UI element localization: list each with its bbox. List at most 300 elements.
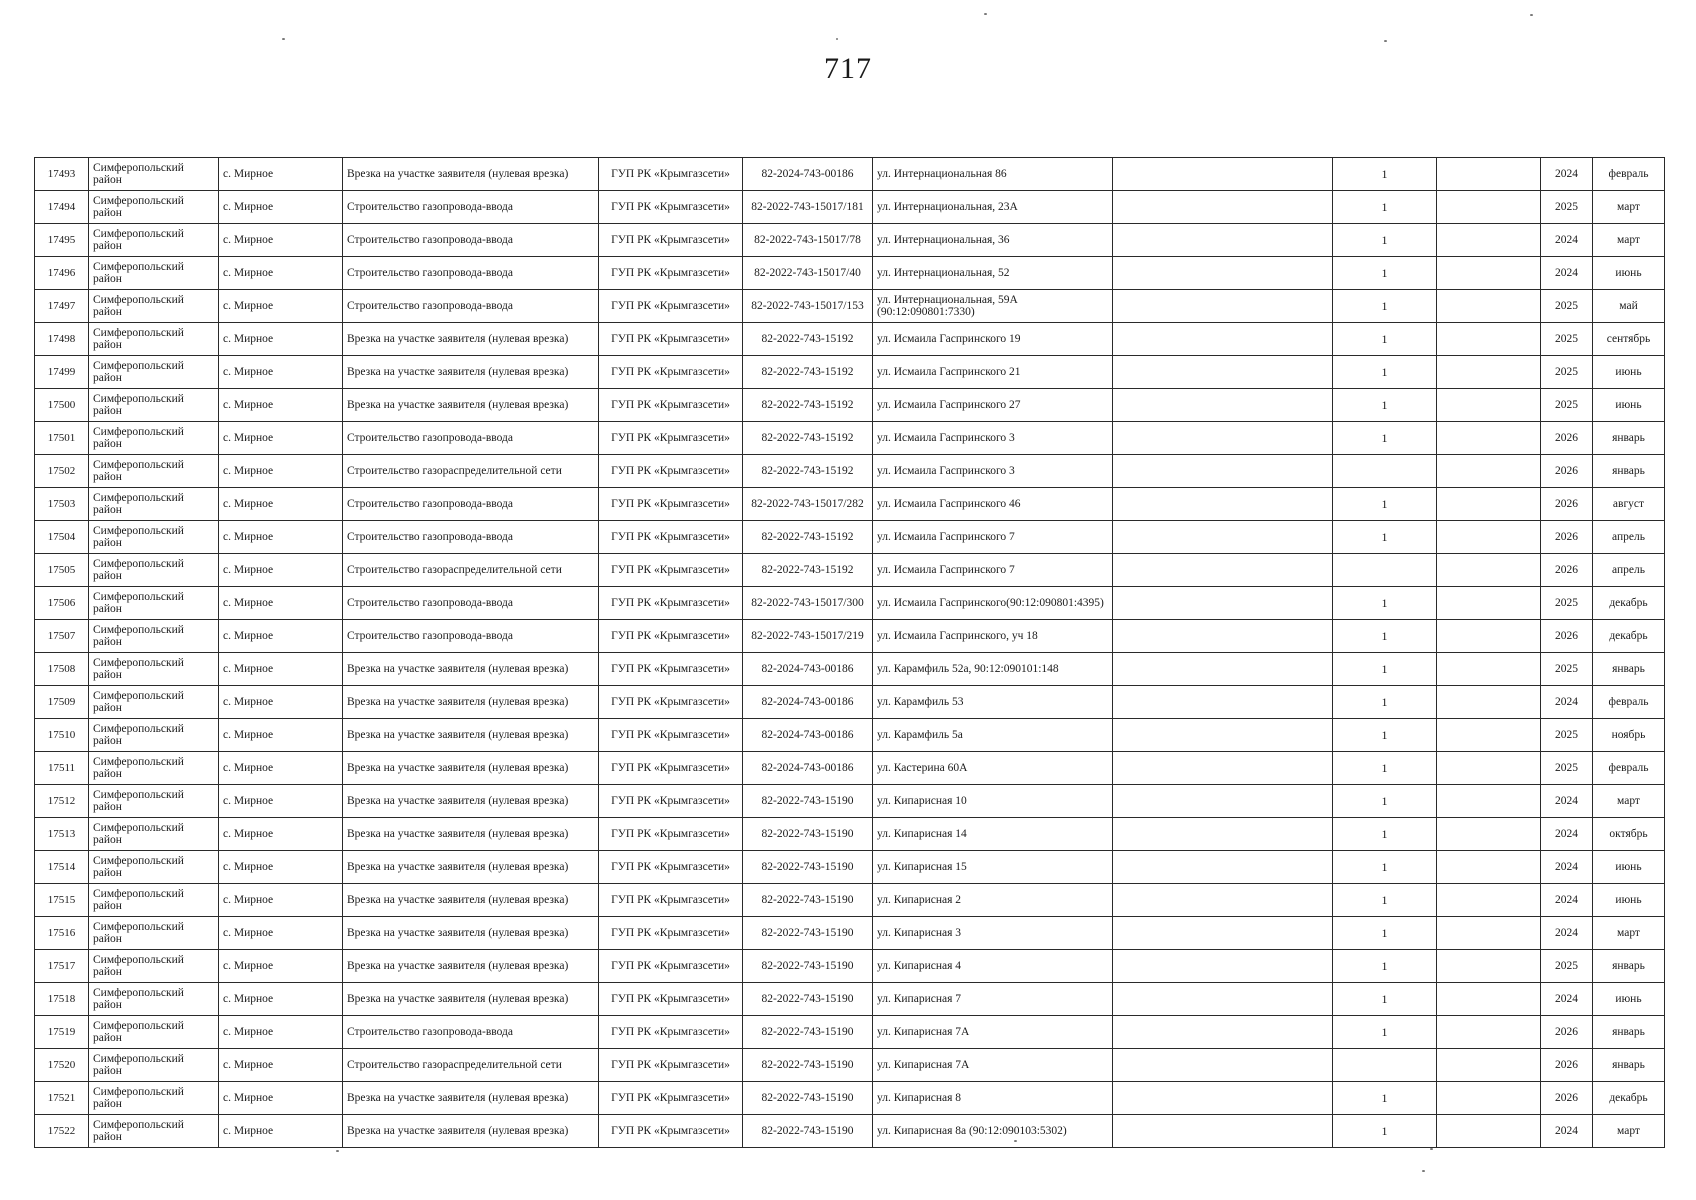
settlement-text: с. Мирное <box>223 959 274 972</box>
row-number <box>35 1082 89 1115</box>
organization-text: ГУП РК «Крымгазсети» <box>611 1124 730 1137</box>
work-type-text: Врезка на участке заявителя (нулевая врезка) <box>347 860 569 873</box>
month-text: август <box>1612 497 1645 510</box>
month-text: февраль <box>1608 761 1649 774</box>
row-number-text: 17521 <box>47 1091 76 1104</box>
row-number-text: 17522 <box>47 1124 76 1137</box>
work-type-text: Строительство газопровода-ввода <box>347 596 513 609</box>
address-text: ул. Карамфиль 53 <box>877 695 964 708</box>
address-cell <box>873 950 1113 983</box>
work-type-cell <box>343 620 599 653</box>
empty-cell <box>1437 1082 1541 1115</box>
spec-code-text: 82-2022-743-15190 <box>761 860 854 873</box>
settlement-cell <box>219 950 343 983</box>
row-number <box>35 587 89 620</box>
district-text: Симферопольский район <box>93 359 184 384</box>
settlement-text: с. Мирное <box>223 926 274 939</box>
empty-cell <box>1437 323 1541 356</box>
row-number <box>35 917 89 950</box>
work-type-text: Строительство газораспределительной сети <box>347 563 562 576</box>
registry-table-body <box>35 158 1665 1148</box>
spec-code-cell <box>743 1082 873 1115</box>
address-cell <box>873 587 1113 620</box>
address-text: ул. Исмаила Гаспринского 7 <box>877 530 1015 543</box>
settlement-text: с. Мирное <box>223 431 274 444</box>
year-text: 2024 <box>1555 827 1578 840</box>
organization-cell <box>599 1115 743 1148</box>
row-number <box>35 323 89 356</box>
quantity-text: 1 <box>1381 199 1388 214</box>
year-cell <box>1541 422 1593 455</box>
spec-code-text: 82-2022-743-15190 <box>761 893 854 906</box>
spec-code-text: 82-2022-743-15190 <box>761 959 854 972</box>
year-cell <box>1541 488 1593 521</box>
table-row <box>35 950 1665 983</box>
table-row <box>35 224 1665 257</box>
district-cell <box>89 455 219 488</box>
address-text: ул. Карамфиль 5а <box>877 728 963 741</box>
year-text: 2026 <box>1555 1091 1578 1104</box>
row-number <box>35 719 89 752</box>
row-number <box>35 653 89 686</box>
organization-cell <box>599 1082 743 1115</box>
month-text: март <box>1617 200 1640 213</box>
spec-code-cell <box>743 818 873 851</box>
district-cell <box>89 752 219 785</box>
work-type-cell <box>343 488 599 521</box>
table-row <box>35 917 1665 950</box>
spec-code-text: 82-2022-743-15190 <box>761 1091 854 1104</box>
organization-cell <box>599 818 743 851</box>
quantity-cell <box>1333 686 1437 719</box>
quantity-cell <box>1333 818 1437 851</box>
table-row <box>35 356 1665 389</box>
spec-code-cell <box>743 653 873 686</box>
work-type-cell <box>343 422 599 455</box>
work-type-cell <box>343 554 599 587</box>
organization-cell <box>599 521 743 554</box>
address-text: ул. Кипарисная 7 <box>877 992 961 1005</box>
spec-code-cell <box>743 719 873 752</box>
page-number: 717 <box>824 52 872 85</box>
year-cell <box>1541 719 1593 752</box>
organization-cell <box>599 455 743 488</box>
organization-cell <box>599 983 743 1016</box>
year-cell <box>1541 224 1593 257</box>
empty-cell <box>1113 521 1333 554</box>
quantity-text: 1 <box>1381 1090 1388 1105</box>
month-cell <box>1593 224 1665 257</box>
spec-code-cell <box>743 752 873 785</box>
spec-code-text: 82-2022-743-15190 <box>761 992 854 1005</box>
quantity-text: 1 <box>1381 364 1388 379</box>
work-type-text: Врезка на участке заявителя (нулевая врезка) <box>347 662 569 675</box>
organization-cell <box>599 1016 743 1049</box>
address-text: ул. Интернациональная, 36 <box>877 233 1010 246</box>
settlement-text: с. Мирное <box>223 827 274 840</box>
year-cell <box>1541 356 1593 389</box>
spec-code-text: 82-2022-743-15192 <box>761 332 854 345</box>
work-type-cell <box>343 1115 599 1148</box>
settlement-text: с. Мирное <box>223 1025 274 1038</box>
month-cell <box>1593 587 1665 620</box>
row-number <box>35 983 89 1016</box>
work-type-cell <box>343 455 599 488</box>
quantity-text: 1 <box>1381 727 1388 742</box>
empty-cell <box>1437 1016 1541 1049</box>
address-cell <box>873 1115 1113 1148</box>
year-cell <box>1541 884 1593 917</box>
district-cell <box>89 884 219 917</box>
year-cell <box>1541 158 1593 191</box>
year-cell <box>1541 323 1593 356</box>
empty-cell <box>1113 356 1333 389</box>
table-row <box>35 191 1665 224</box>
work-type-cell <box>343 521 599 554</box>
row-number-text: 17499 <box>47 365 76 378</box>
district-text: Симферопольский район <box>93 1052 184 1077</box>
year-cell <box>1541 521 1593 554</box>
spec-code-cell <box>743 323 873 356</box>
work-type-text: Врезка на участке заявителя (нулевая врезка) <box>347 728 569 741</box>
scan-speck <box>1530 14 1533 16</box>
year-text: 2025 <box>1555 365 1578 378</box>
organization-text: ГУП РК «Крымгазсети» <box>611 662 730 675</box>
quantity-text: 1 <box>1381 166 1388 181</box>
work-type-cell <box>343 917 599 950</box>
address-cell <box>873 719 1113 752</box>
empty-cell <box>1437 752 1541 785</box>
year-text: 2024 <box>1555 794 1578 807</box>
work-type-text: Врезка на участке заявителя (нулевая врезка) <box>347 827 569 840</box>
empty-cell <box>1437 158 1541 191</box>
quantity-text: 1 <box>1381 826 1388 841</box>
district-text: Симферопольский район <box>93 656 184 681</box>
empty-cell <box>1437 818 1541 851</box>
table-row <box>35 521 1665 554</box>
spec-code-text: 82-2024-743-00186 <box>761 761 854 774</box>
row-number-text: 17511 <box>47 761 76 774</box>
district-cell <box>89 290 219 323</box>
quantity-text: 1 <box>1381 958 1388 973</box>
row-number <box>35 224 89 257</box>
row-number-text: 17494 <box>47 200 76 213</box>
month-text: апрель <box>1612 563 1645 576</box>
district-text: Симферопольский район <box>93 161 184 186</box>
row-number <box>35 950 89 983</box>
settlement-text: с. Мирное <box>223 200 274 213</box>
year-text: 2024 <box>1555 695 1578 708</box>
row-number <box>35 1016 89 1049</box>
spec-code-text: 82-2024-743-00186 <box>761 728 854 741</box>
month-text: январь <box>1612 662 1645 675</box>
spec-code-cell <box>743 521 873 554</box>
year-cell <box>1541 653 1593 686</box>
quantity-cell <box>1333 653 1437 686</box>
year-text: 2026 <box>1555 497 1578 510</box>
empty-cell <box>1113 917 1333 950</box>
empty-cell <box>1437 983 1541 1016</box>
empty-cell <box>1113 455 1333 488</box>
row-number <box>35 554 89 587</box>
empty-cell <box>1437 719 1541 752</box>
row-number <box>35 389 89 422</box>
spec-code-text: 82-2022-743-15192 <box>761 464 854 477</box>
row-number-text: 17505 <box>47 563 76 576</box>
month-text: январь <box>1612 464 1645 477</box>
district-text: Симферопольский район <box>93 293 184 318</box>
spec-code-text: 82-2024-743-00186 <box>761 695 854 708</box>
row-number-text: 17500 <box>47 398 76 411</box>
organization-cell <box>599 323 743 356</box>
address-cell <box>873 521 1113 554</box>
settlement-cell <box>219 1115 343 1148</box>
scan-speck <box>1430 1148 1433 1150</box>
scan-speck <box>336 1150 339 1152</box>
table-row <box>35 389 1665 422</box>
district-cell <box>89 488 219 521</box>
work-type-cell <box>343 356 599 389</box>
quantity-cell <box>1333 554 1437 587</box>
table-row <box>35 818 1665 851</box>
address-text: ул. Кипарисная 10 <box>877 794 967 807</box>
year-cell <box>1541 1016 1593 1049</box>
quantity-text: 1 <box>1381 232 1388 247</box>
address-text: ул. Интернациональная, 23А <box>877 200 1018 213</box>
table-row <box>35 752 1665 785</box>
row-number-text: 17518 <box>47 992 76 1005</box>
empty-cell <box>1113 1016 1333 1049</box>
row-number-text: 17508 <box>47 662 76 675</box>
quantity-cell <box>1333 389 1437 422</box>
district-text: Симферопольский район <box>93 491 184 516</box>
organization-text: ГУП РК «Крымгазсети» <box>611 926 730 939</box>
month-text: март <box>1617 233 1640 246</box>
quantity-cell <box>1333 587 1437 620</box>
empty-cell <box>1113 554 1333 587</box>
address-text: ул. Кипарисная 15 <box>877 860 967 873</box>
organization-cell <box>599 917 743 950</box>
organization-text: ГУП РК «Крымгазсети» <box>611 431 730 444</box>
month-cell <box>1593 950 1665 983</box>
address-text: ул. Исмаила Гаспринского 3 <box>877 431 1015 444</box>
month-text: январь <box>1612 959 1645 972</box>
district-text: Симферопольский район <box>93 689 184 714</box>
month-cell <box>1593 356 1665 389</box>
settlement-text: с. Мирное <box>223 497 274 510</box>
row-number <box>35 686 89 719</box>
empty-cell <box>1437 521 1541 554</box>
row-number-text: 17497 <box>47 299 76 312</box>
district-cell <box>89 950 219 983</box>
year-cell <box>1541 257 1593 290</box>
district-cell <box>89 1115 219 1148</box>
settlement-text: с. Мирное <box>223 563 274 576</box>
work-type-cell <box>343 851 599 884</box>
empty-cell <box>1113 290 1333 323</box>
quantity-text: 1 <box>1381 397 1388 412</box>
quantity-cell <box>1333 1016 1437 1049</box>
address-cell <box>873 158 1113 191</box>
month-cell <box>1593 686 1665 719</box>
year-text: 2024 <box>1555 860 1578 873</box>
district-text: Симферопольский район <box>93 623 184 648</box>
spec-code-cell <box>743 488 873 521</box>
address-text: ул. Исмаила Гаспринского 21 <box>877 365 1021 378</box>
work-type-cell <box>343 257 599 290</box>
spec-code-cell <box>743 851 873 884</box>
month-text: март <box>1617 1124 1640 1137</box>
settlement-cell <box>219 422 343 455</box>
empty-cell <box>1113 752 1333 785</box>
organization-cell <box>599 356 743 389</box>
empty-cell <box>1113 389 1333 422</box>
month-cell <box>1593 851 1665 884</box>
address-text: ул. Кипарисная 7А <box>877 1025 970 1038</box>
year-cell <box>1541 950 1593 983</box>
work-type-text: Строительство газопровода-ввода <box>347 497 513 510</box>
work-type-text: Врезка на участке заявителя (нулевая врезка) <box>347 695 569 708</box>
quantity-text: 1 <box>1381 661 1388 676</box>
work-type-text: Строительство газопровода-ввода <box>347 266 513 279</box>
year-text: 2024 <box>1555 992 1578 1005</box>
organization-cell <box>599 587 743 620</box>
empty-cell <box>1437 686 1541 719</box>
settlement-text: с. Мирное <box>223 629 274 642</box>
quantity-text: 1 <box>1381 595 1388 610</box>
empty-cell <box>1113 818 1333 851</box>
address-text: ул. Интернациональная 86 <box>877 167 1007 180</box>
month-cell <box>1593 488 1665 521</box>
month-cell <box>1593 719 1665 752</box>
table-row <box>35 620 1665 653</box>
work-type-cell <box>343 290 599 323</box>
organization-text: ГУП РК «Крымгазсети» <box>611 167 730 180</box>
settlement-text: с. Мирное <box>223 992 274 1005</box>
spec-code-text: 82-2022-743-15017/40 <box>754 266 861 279</box>
empty-cell <box>1437 653 1541 686</box>
spec-code-text: 82-2022-743-15017/153 <box>751 299 864 312</box>
year-text: 2024 <box>1555 167 1578 180</box>
empty-cell <box>1437 1115 1541 1148</box>
settlement-cell <box>219 620 343 653</box>
table-row <box>35 719 1665 752</box>
row-number <box>35 1049 89 1082</box>
empty-cell <box>1113 488 1333 521</box>
spec-code-text: 82-2022-743-15017/78 <box>754 233 861 246</box>
month-text: июнь <box>1615 992 1642 1005</box>
address-text: ул. Исмаила Гаспринского 3 <box>877 464 1015 477</box>
address-text: ул. Кипарисная 3 <box>877 926 961 939</box>
quantity-text: 1 <box>1381 1123 1388 1138</box>
year-text: 2024 <box>1555 893 1578 906</box>
empty-cell <box>1437 191 1541 224</box>
empty-cell <box>1113 1049 1333 1082</box>
district-cell <box>89 1016 219 1049</box>
spec-code-cell <box>743 554 873 587</box>
settlement-cell <box>219 983 343 1016</box>
year-text: 2025 <box>1555 761 1578 774</box>
empty-cell <box>1113 719 1333 752</box>
address-cell <box>873 884 1113 917</box>
quantity-cell <box>1333 488 1437 521</box>
empty-cell <box>1113 686 1333 719</box>
organization-cell <box>599 290 743 323</box>
month-cell <box>1593 389 1665 422</box>
row-number <box>35 620 89 653</box>
work-type-cell <box>343 224 599 257</box>
row-number <box>35 521 89 554</box>
spec-code-text: 82-2022-743-15192 <box>761 530 854 543</box>
settlement-cell <box>219 1016 343 1049</box>
spec-code-text: 82-2022-743-15190 <box>761 794 854 807</box>
district-text: Симферопольский район <box>93 1118 184 1143</box>
settlement-cell <box>219 290 343 323</box>
row-number <box>35 290 89 323</box>
row-number-text: 17519 <box>47 1025 76 1038</box>
month-text: апрель <box>1612 530 1645 543</box>
year-cell <box>1541 191 1593 224</box>
settlement-text: с. Мирное <box>223 596 274 609</box>
row-number-text: 17498 <box>47 332 76 345</box>
work-type-cell <box>343 950 599 983</box>
address-cell <box>873 752 1113 785</box>
district-text: Симферопольский район <box>93 1085 184 1110</box>
table-row <box>35 983 1665 1016</box>
month-cell <box>1593 917 1665 950</box>
spec-code-text: 82-2022-743-15017/300 <box>751 596 864 609</box>
work-type-cell <box>343 752 599 785</box>
settlement-cell <box>219 851 343 884</box>
row-number-text: 17516 <box>47 926 76 939</box>
address-cell <box>873 554 1113 587</box>
organization-cell <box>599 884 743 917</box>
address-text: ул. Исмаила Гаспринского 46 <box>877 497 1021 510</box>
organization-text: ГУП РК «Крымгазсети» <box>611 959 730 972</box>
quantity-cell <box>1333 455 1437 488</box>
spec-code-cell <box>743 1049 873 1082</box>
year-cell <box>1541 752 1593 785</box>
quantity-cell <box>1333 356 1437 389</box>
district-text: Симферопольский район <box>93 326 184 351</box>
quantity-text: 1 <box>1381 760 1388 775</box>
organization-cell <box>599 950 743 983</box>
year-text: 2025 <box>1555 728 1578 741</box>
spec-code-cell <box>743 785 873 818</box>
table-row <box>35 290 1665 323</box>
address-cell <box>873 620 1113 653</box>
month-cell <box>1593 422 1665 455</box>
organization-text: ГУП РК «Крымгазсети» <box>611 992 730 1005</box>
settlement-cell <box>219 554 343 587</box>
address-cell <box>873 224 1113 257</box>
month-cell <box>1593 1016 1665 1049</box>
spec-code-text: 82-2022-743-15017/282 <box>751 497 864 510</box>
work-type-text: Строительство газопровода-ввода <box>347 200 513 213</box>
district-text: Симферопольский район <box>93 1019 184 1044</box>
spec-code-cell <box>743 686 873 719</box>
table-row <box>35 587 1665 620</box>
settlement-cell <box>219 1049 343 1082</box>
month-cell <box>1593 884 1665 917</box>
empty-cell <box>1437 587 1541 620</box>
spec-code-text: 82-2022-743-15190 <box>761 926 854 939</box>
year-text: 2025 <box>1555 596 1578 609</box>
district-text: Симферопольский район <box>93 392 184 417</box>
work-type-text: Врезка на участке заявителя (нулевая врезка) <box>347 959 569 972</box>
scan-speck <box>282 38 285 40</box>
year-text: 2024 <box>1555 233 1578 246</box>
